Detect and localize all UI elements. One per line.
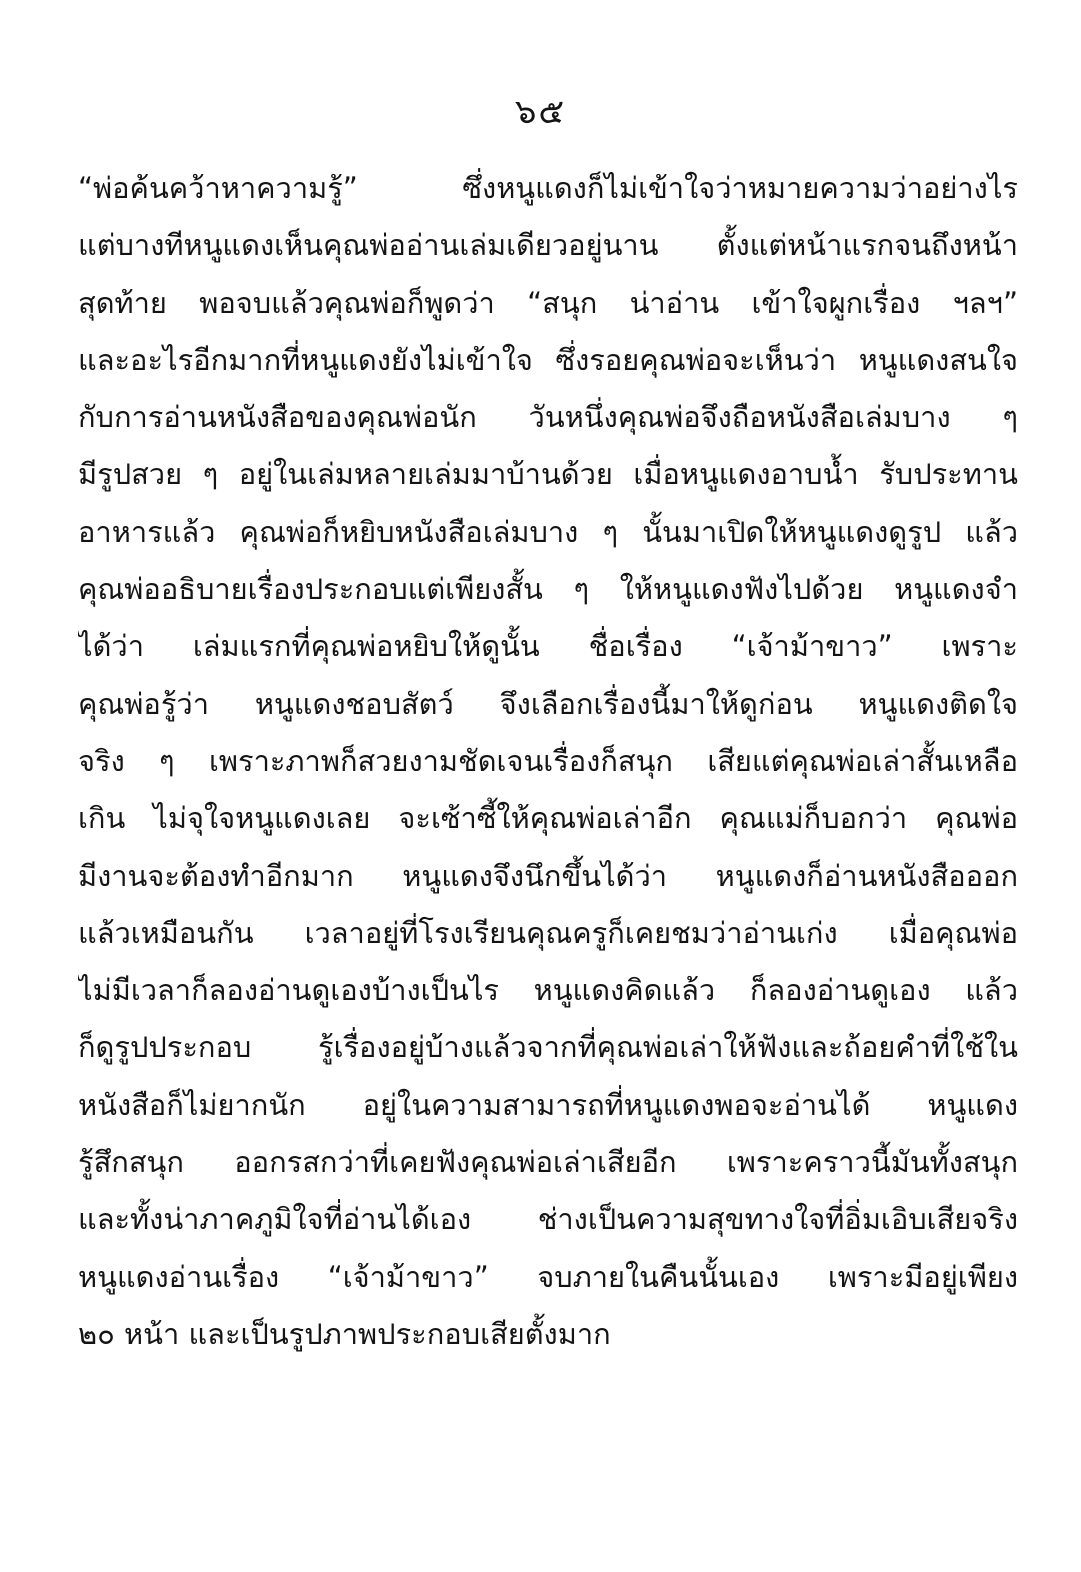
text-line: เกิน ไม่จุใจหนูแดงเลย จะเซ้าซี้ให้คุณพ่อเล่าอีก คุณแม่ก็บอกว่า คุณพ่อ: [78, 801, 1018, 836]
text-line: มีงานจะต้องทำอีกมาก หนูแดงจึงนึกขึ้นได้ว่า หนูแดงก็อ่านหนังสือออก: [78, 858, 1018, 893]
text-line: คุณพ่อรู้ว่า หนูแดงชอบสัตว์ จึงเลือกเรื่องนี้มาให้ดูก่อน หนูแดงติดใจ: [78, 686, 1018, 721]
text-line: และทั้งน่าภาคภูมิใจที่อ่านได้เอง ช่างเป็นความสุขทางใจที่อิ่มเอิบเสียจริง: [78, 1202, 1018, 1237]
text-line: กับการอ่านหนังสือของคุณพ่อนัก วันหนึ่งคุณพ่อจึงถือหนังสือเล่มบาง ๆ: [78, 400, 1018, 435]
text-line: รู้สึกสนุก ออกรสกว่าที่เคยฟังคุณพ่อเล่าเสียอีก เพราะคราวนี้มันทั้งสนุก: [78, 1145, 1018, 1180]
text-line: แต่บางทีหนูแดงเห็นคุณพ่ออ่านเล่มเดียวอยู่นาน ตั้งแต่หน้าแรกจนถึงหน้า: [78, 228, 1018, 263]
text-line: หนังสือก็ไม่ยากนัก อยู่ในความสามารถที่หนูแดงพอจะอ่านได้ หนูแดง: [78, 1087, 1018, 1122]
text-line: สุดท้าย พอจบแล้วคุณพ่อก็พูดว่า “สนุก น่าอ่าน เข้าใจผูกเรื่อง ฯลฯ”: [78, 285, 1018, 320]
text-line: ไม่มีเวลาก็ลองอ่านดูเองบ้างเป็นไร หนูแดงคิดแล้ว ก็ลองอ่านดูเอง แล้ว: [78, 973, 1018, 1008]
text-line: มีรูปสวย ๆ อยู่ในเล่มหลายเล่มมาบ้านด้วย เมื่อหนูแดงอาบน้ำ รับประทาน: [78, 457, 1018, 492]
text-line: “พ่อค้นคว้าหาความรู้” ซึ่งหนูแดงก็ไม่เข้าใจว่าหมายความว่าอย่างไร: [78, 171, 1018, 205]
text-line: ได้ว่า เล่มแรกที่คุณพ่อหยิบให้ดูนั้น ชื่อเรื่อง “เจ้าม้าขาว” เพราะ: [78, 629, 1018, 664]
text-line: หนูแดงอ่านเรื่อง “เจ้าม้าขาว” จบภายในคืนนั้นเอง เพราะมีอยู่เพียง: [78, 1259, 1018, 1294]
text-line: จริง ๆ เพราะภาพก็สวยงามชัดเจนเรื่องก็สนุก เสียแต่คุณพ่อเล่าสั้นเหลือ: [78, 743, 1018, 778]
text-line: ก็ดูรูปประกอบ รู้เรื่องอยู่บ้างแล้วจากที่คุณพ่อเล่าให้ฟังและถ้อยคำที่ใช้ใน: [78, 1030, 1018, 1065]
text-line: อาหารแล้ว คุณพ่อก็หยิบหนังสือเล่มบาง ๆ นั้นมาเปิดให้หนูแดงดูรูป แล้ว: [78, 514, 1018, 549]
body-text: [78, 160, 1018, 1363]
text-line-last: ๒๐ หน้า และเป็นรูปภาพประกอบเสียตั้งมาก: [78, 1316, 611, 1351]
text-line: และอะไรอีกมากที่หนูแดงยังไม่เข้าใจ ซึ่งรอยคุณพ่อจะเห็นว่า หนูแดงสนใจ: [78, 342, 1018, 377]
page-number: ๖๕: [514, 92, 567, 132]
text-line: แล้วเหมือนกัน เวลาอยู่ที่โรงเรียนคุณครูก็เคยชมว่าอ่านเก่ง เมื่อคุณพ่อ: [78, 915, 1018, 950]
text-line: คุณพ่ออธิบายเรื่องประกอบแต่เพียงสั้น ๆ ให้หนูแดงฟังไปด้วย หนูแดงจำ: [78, 572, 1018, 607]
